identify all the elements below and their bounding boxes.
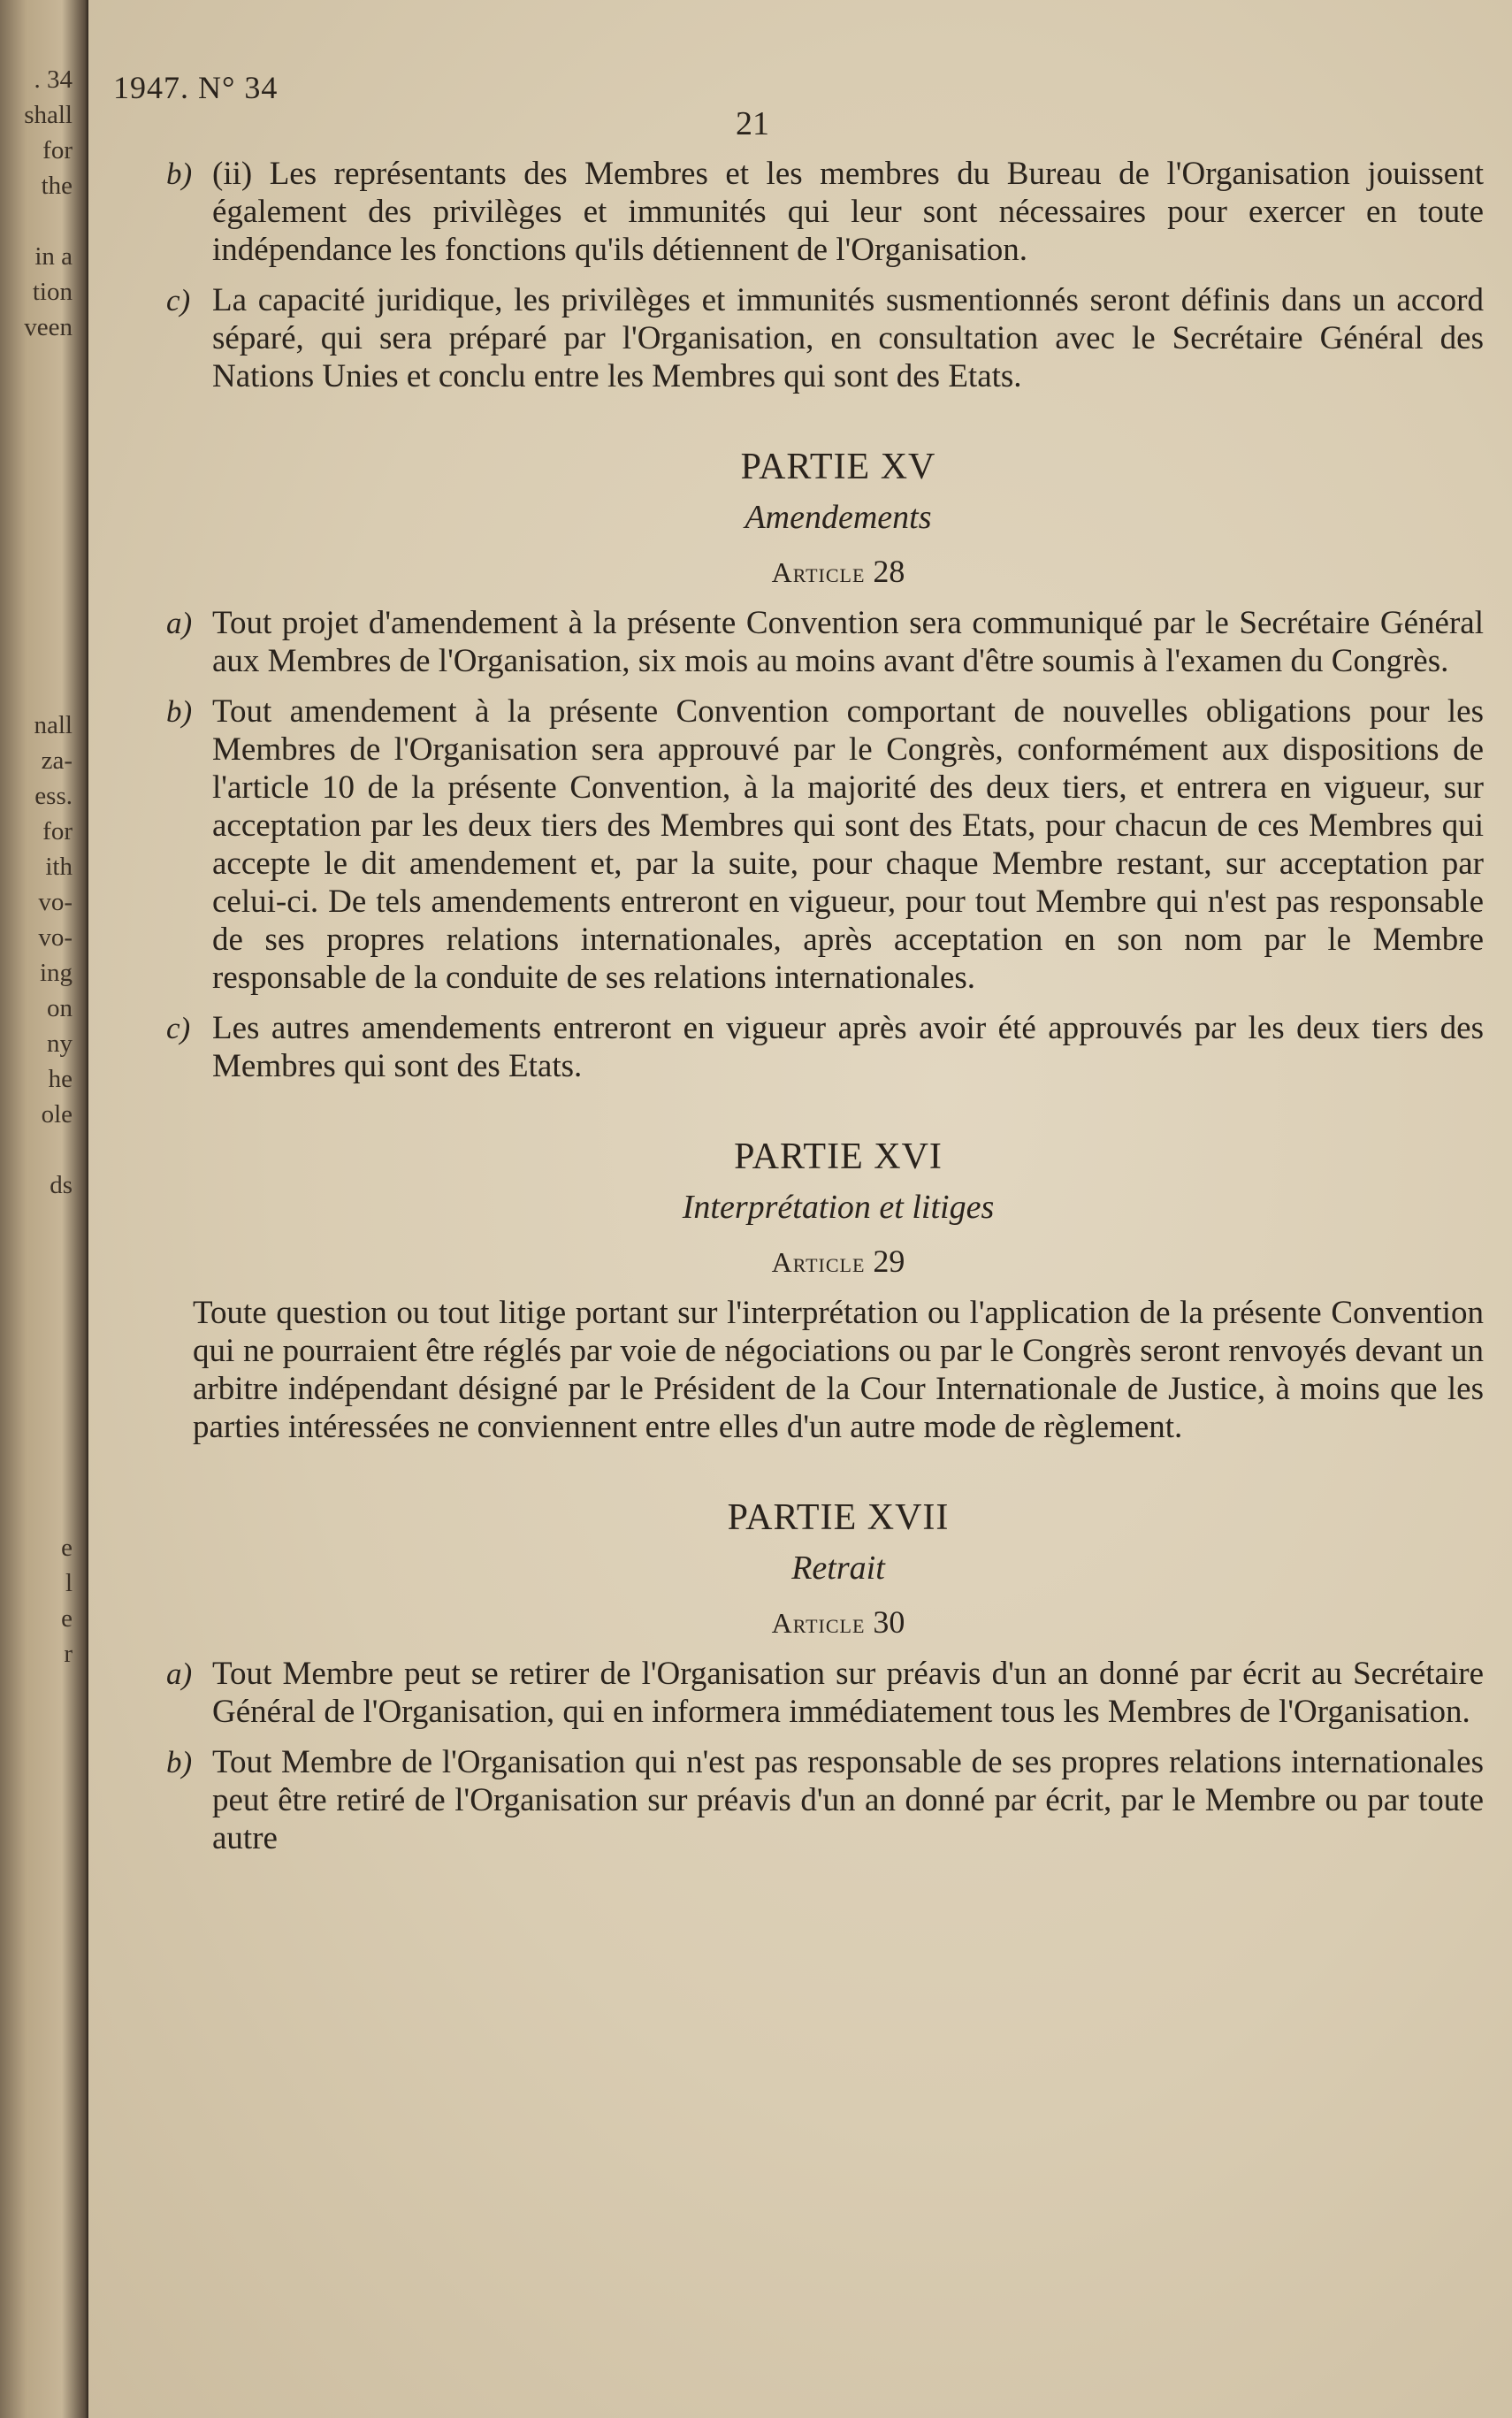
- paragraph-c: [166, 281, 1484, 395]
- article-28-paragraph-a: [166, 604, 1484, 680]
- article-word: Article: [771, 1246, 866, 1278]
- gutter-fragment: vo-: [38, 888, 73, 916]
- article-30-paragraph-a: [166, 1655, 1484, 1731]
- paragraph-label: a): [166, 1657, 193, 1691]
- gutter-fragment: nall: [34, 711, 73, 739]
- facing-page-fragments-middle: [2, 708, 73, 1203]
- gutter-fragment: veen: [24, 313, 73, 341]
- paragraph-text: Tout Membre de l'Organisation qui n'est pas responsable de ses propres relations internationales peut être retiré de l'Organisation sur préavis d'un an donné par écrit, par le Membre ou par toute autre: [212, 1744, 1484, 1856]
- gutter-fragment: ess.: [34, 782, 73, 810]
- gutter-fragment: r: [64, 1640, 73, 1668]
- paragraph-label: b): [166, 157, 193, 191]
- paragraph-label: c): [166, 1011, 191, 1045]
- paragraph-label: a): [166, 606, 193, 640]
- paragraph-text: Tout amendement à la présente Convention comportant de nouvelles obligations pour les Membres de l'Organisation sera approuvé par le Congrès, conformément aux dispositions de l'article 10 de la présente Convention, à la majorité des deux tiers, et entrera en vigueur, sur acceptation par les deux tiers des Membres qui sont des Etats, pour chacun de ces Membres qui accepte le dit amendement et, par la suite, pour chaque Membre restant, sur acceptation par celui-ci. De tels amendements entreront en vigueur, pour tout Membre qui n'est pas responsable de ses propres relations internationales, après acceptation en son nom par le Membre responsable de la conduite de ses relations internationales.: [212, 693, 1484, 996]
- part-xvi-subtitle: Interprétation et litiges: [682, 1189, 995, 1226]
- article-number: 28: [873, 554, 905, 589]
- gutter-fragment: the: [41, 172, 73, 200]
- gutter-fragment: e: [61, 1604, 73, 1633]
- part-xv-subtitle: Amendements: [745, 499, 932, 536]
- article-28-paragraph-c: [166, 1009, 1484, 1085]
- document-page: [88, 0, 1512, 2418]
- paragraph-label: c): [166, 283, 191, 318]
- article-28-heading: [193, 553, 1484, 592]
- paragraph-b-ii: [166, 155, 1484, 269]
- paragraph-text: La capacité juridique, les privilèges et immunités susmentionnés seront définis dans un accord séparé, qui sera préparé par l'Organisation, en consultation avec le Secrétaire Général des Nations Unies et conclu entre les Membres qui sont des Etats.: [212, 282, 1484, 394]
- gutter-fragment: [2, 203, 73, 239]
- gutter-fragment: on: [47, 994, 73, 1022]
- article-30-heading: [193, 1603, 1484, 1642]
- part-xvii-title: PARTIE XVII: [727, 1497, 950, 1538]
- gutter-fragment: ole: [41, 1100, 73, 1129]
- page-number: 21: [736, 105, 769, 142]
- gutter-fragment: e: [61, 1534, 73, 1562]
- article-word: Article: [771, 556, 866, 588]
- part-xvii-subtitle: Retrait: [791, 1550, 885, 1587]
- article-number: 30: [873, 1604, 905, 1640]
- gutter-fragment: he: [48, 1065, 73, 1093]
- gutter-fragment: ing: [39, 959, 73, 987]
- gutter-fragment: za-: [41, 746, 73, 775]
- gutter-fragment: for: [42, 136, 73, 165]
- paragraph-text: (ii) Les représentants des Membres et les membres du Bureau de l'Organisation jouissent également des privilèges et immunités qui leur sont nécessaires pour exercer en toute indépendance les fonctions qu'ils détiennent de l'Organisation.: [212, 156, 1484, 268]
- gutter-fragment: vo-: [38, 923, 73, 952]
- issue-header: 1947. N° 34: [113, 70, 279, 105]
- article-28-paragraph-b: [166, 692, 1484, 997]
- article-29-heading: [193, 1243, 1484, 1282]
- facing-page-fragments-top: [2, 62, 73, 345]
- article-word: Article: [771, 1607, 866, 1639]
- paragraph-text: Tout Membre peut se retirer de l'Organisation sur préavis d'un an donné par écrit au Secrétaire Général de l'Organisation, qui en informera immédiatement tous les Membres de l'Organisation.: [212, 1656, 1484, 1730]
- gutter-fragment: for: [42, 817, 73, 846]
- paragraph-text: Tout projet d'amendement à la présente Convention sera communiqué par le Secrétaire Général aux Membres de l'Organisation, six mois au moins avant d'être soumis à l'examen du Congrès.: [212, 605, 1484, 679]
- article-29-text: Toute question ou tout litige portant sur l'interprétation ou l'application de la présente Convention qui ne pourraient être réglés par voie de négociations ou par le Congrès seront renvoyés devant un arbitre indépendant désigné par le Président de la Cour Internationale de Justice, à moins que les parties intéressées ne conviennent entre elles d'un autre mode de règlement.: [193, 1295, 1484, 1445]
- part-xvi-title: PARTIE XVI: [734, 1136, 943, 1177]
- article-number: 29: [873, 1243, 905, 1279]
- gutter-fragment: tion: [32, 278, 73, 306]
- gutter-fragment: ny: [47, 1029, 73, 1058]
- gutter-fragment: . 34: [34, 65, 73, 94]
- gutter-fragment: shall: [24, 101, 73, 129]
- facing-page-fragments-lower: [2, 1530, 73, 1672]
- facing-page-edge: [0, 0, 88, 2418]
- gutter-fragment: in a: [34, 242, 73, 271]
- gutter-fragment: [2, 1132, 73, 1167]
- part-xv-title: PARTIE XV: [740, 447, 936, 487]
- gutter-fragment: l: [65, 1569, 73, 1597]
- paragraph-text: Les autres amendements entreront en vigueur après avoir été approuvés par les deux tiers des Membres qui sont des Etats.: [212, 1010, 1484, 1084]
- paragraph-label: b): [166, 1745, 193, 1779]
- paragraph-label: b): [166, 694, 193, 729]
- gutter-fragment: ds: [50, 1171, 73, 1199]
- page-content: [166, 155, 1484, 1870]
- gutter-fragment: ith: [45, 853, 73, 881]
- article-30-paragraph-b: [166, 1743, 1484, 1857]
